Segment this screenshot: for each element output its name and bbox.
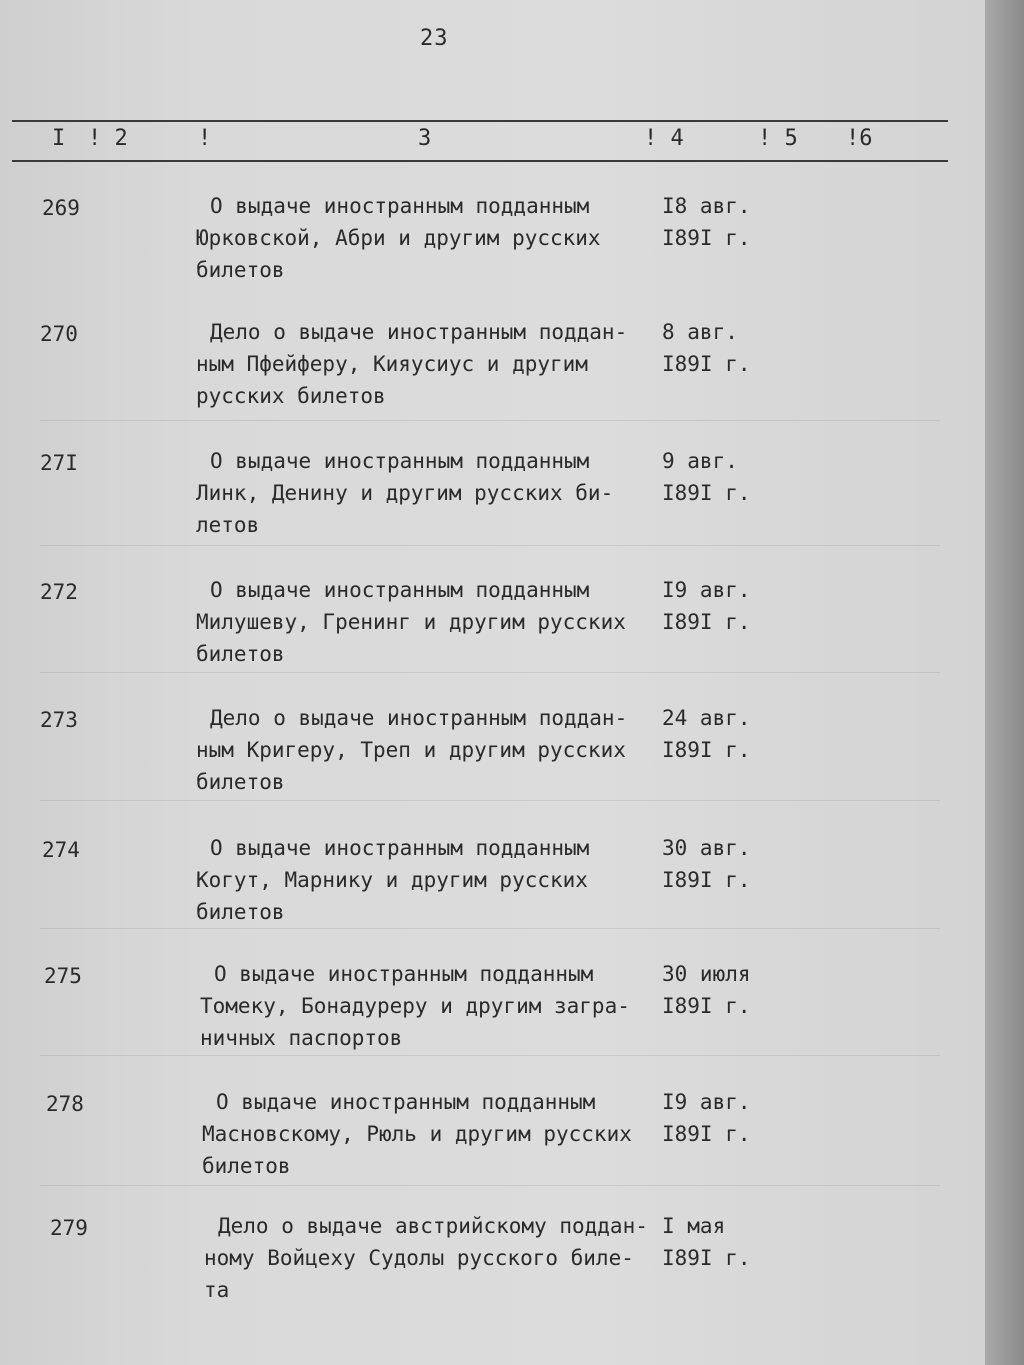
- entry-date-line: 24 авг.: [662, 706, 751, 730]
- entry-date-line: 30 июля: [662, 962, 751, 986]
- entry-title: [202, 1086, 676, 1182]
- show-through-line: [40, 420, 940, 421]
- entry-date-line: I мая: [662, 1214, 726, 1238]
- entry-title: [196, 574, 670, 670]
- entry-number: 27I: [40, 451, 78, 475]
- entry-title-line: О выдаче иностранным подданным: [210, 578, 590, 602]
- column-6-header: !6: [846, 126, 873, 151]
- entry-title-line: Когут, Марнику и другим русских: [196, 868, 588, 892]
- entry-title-line: Милушеву, Гренинг и другим русских: [196, 610, 626, 634]
- column-4-header: ! 4: [644, 126, 684, 151]
- entry-number: 275: [44, 964, 82, 988]
- entry-date-line: I89I г.: [662, 994, 751, 1018]
- column-2-header: ! 2: [88, 126, 128, 151]
- entry-title-line: О выдаче иностранным подданным: [210, 449, 590, 473]
- entry-title-line: ным Кригеру, Треп и другим русских: [196, 738, 626, 762]
- entry-title: [196, 445, 670, 541]
- entry-title-line: билетов: [196, 770, 285, 794]
- entry-date-line: I89I г.: [662, 226, 751, 250]
- entry-date-line: I89I г.: [662, 610, 751, 634]
- entry-date: [662, 316, 751, 380]
- entry-date: [662, 190, 751, 254]
- entry-date-line: I89I г.: [662, 1246, 751, 1270]
- page-edge: [985, 0, 1024, 1365]
- entry-date-line: I89I г.: [662, 868, 751, 892]
- entry-date: [662, 445, 751, 509]
- show-through-line: [40, 1185, 940, 1186]
- column-3-separator: !: [198, 126, 212, 151]
- entry-date-line: I89I г.: [662, 738, 751, 762]
- entry-title-line: ному Войцеху Судолы русского биле-: [204, 1246, 634, 1270]
- entry-date-line: I9 авг.: [662, 578, 751, 602]
- entry-title-line: Дело о выдаче иностранным поддан-: [210, 706, 628, 730]
- entry-date-line: 8 авг.: [662, 320, 738, 344]
- entry-number: 278: [46, 1092, 84, 1116]
- entry-title-line: Масновскому, Рюль и другим русских: [202, 1122, 632, 1146]
- entry-title: [196, 832, 670, 928]
- entry-title-line: О выдаче иностранным подданным: [214, 962, 594, 986]
- entry-date: [662, 574, 751, 638]
- show-through-line: [40, 800, 940, 801]
- entry-title-line: та: [204, 1278, 230, 1302]
- entry-date-line: I8 авг.: [662, 194, 751, 218]
- show-through-line: [40, 545, 940, 546]
- entry-date-line: I9 авг.: [662, 1090, 751, 1114]
- entry-title-line: Дело о выдаче иностранным поддан-: [210, 320, 628, 344]
- entry-title-line: летов: [196, 513, 260, 537]
- entry-date: [662, 702, 751, 766]
- entry-date: [662, 832, 751, 896]
- entry-number: 269: [42, 196, 80, 220]
- entry-number: 279: [50, 1216, 88, 1240]
- entry-title-line: билетов: [202, 1154, 291, 1178]
- header-rule-top: [12, 120, 948, 122]
- entry-date-line: 30 авг.: [662, 836, 751, 860]
- entry-title: [196, 316, 670, 412]
- entry-number: 270: [40, 322, 78, 346]
- column-5-header: ! 5: [758, 126, 798, 151]
- entry-title-line: О выдаче иностранным подданным: [210, 194, 590, 218]
- entry-date: [662, 1086, 751, 1150]
- page-number: 23: [420, 26, 449, 51]
- entry-title-line: ным Пфейферу, Кияусиус и другим: [196, 352, 588, 376]
- entry-title-line: билетов: [196, 258, 285, 282]
- entry-date-line: I89I г.: [662, 481, 751, 505]
- header-rule-bottom: [12, 160, 948, 162]
- entry-date: [662, 958, 751, 1022]
- entry-title: [200, 958, 674, 1054]
- entry-title-line: ничных паспортов: [200, 1026, 403, 1050]
- column-1-header: I: [52, 126, 66, 151]
- show-through-line: [40, 928, 940, 929]
- entry-title: [196, 190, 670, 286]
- entry-title-line: билетов: [196, 642, 285, 666]
- entry-number: 273: [40, 708, 78, 732]
- entry-date-line: 9 авг.: [662, 449, 738, 473]
- entry-title-line: билетов: [196, 900, 285, 924]
- entry-title-line: Дело о выдаче австрийскому поддан-: [218, 1214, 648, 1238]
- entry-title-line: Томеку, Бонадуреру и другим загра-: [200, 994, 630, 1018]
- entry-title-line: О выдаче иностранным подданным: [210, 836, 590, 860]
- entry-title-line: О выдаче иностранным подданным: [216, 1090, 596, 1114]
- entry-date-line: I89I г.: [662, 352, 751, 376]
- show-through-line: [40, 672, 940, 673]
- show-through-line: [40, 1055, 940, 1056]
- entry-title-line: Юрковской, Абри и другим русских: [196, 226, 601, 250]
- entry-title: [204, 1210, 678, 1306]
- entry-date: [662, 1210, 751, 1274]
- entry-date-line: I89I г.: [662, 1122, 751, 1146]
- entry-title-line: русских билетов: [196, 384, 386, 408]
- entry-title: [196, 702, 670, 798]
- column-3-header: 3: [418, 126, 432, 151]
- entry-number: 272: [40, 580, 78, 604]
- entry-title-line: Линк, Денину и другим русских би-: [196, 481, 614, 505]
- entry-number: 274: [42, 838, 80, 862]
